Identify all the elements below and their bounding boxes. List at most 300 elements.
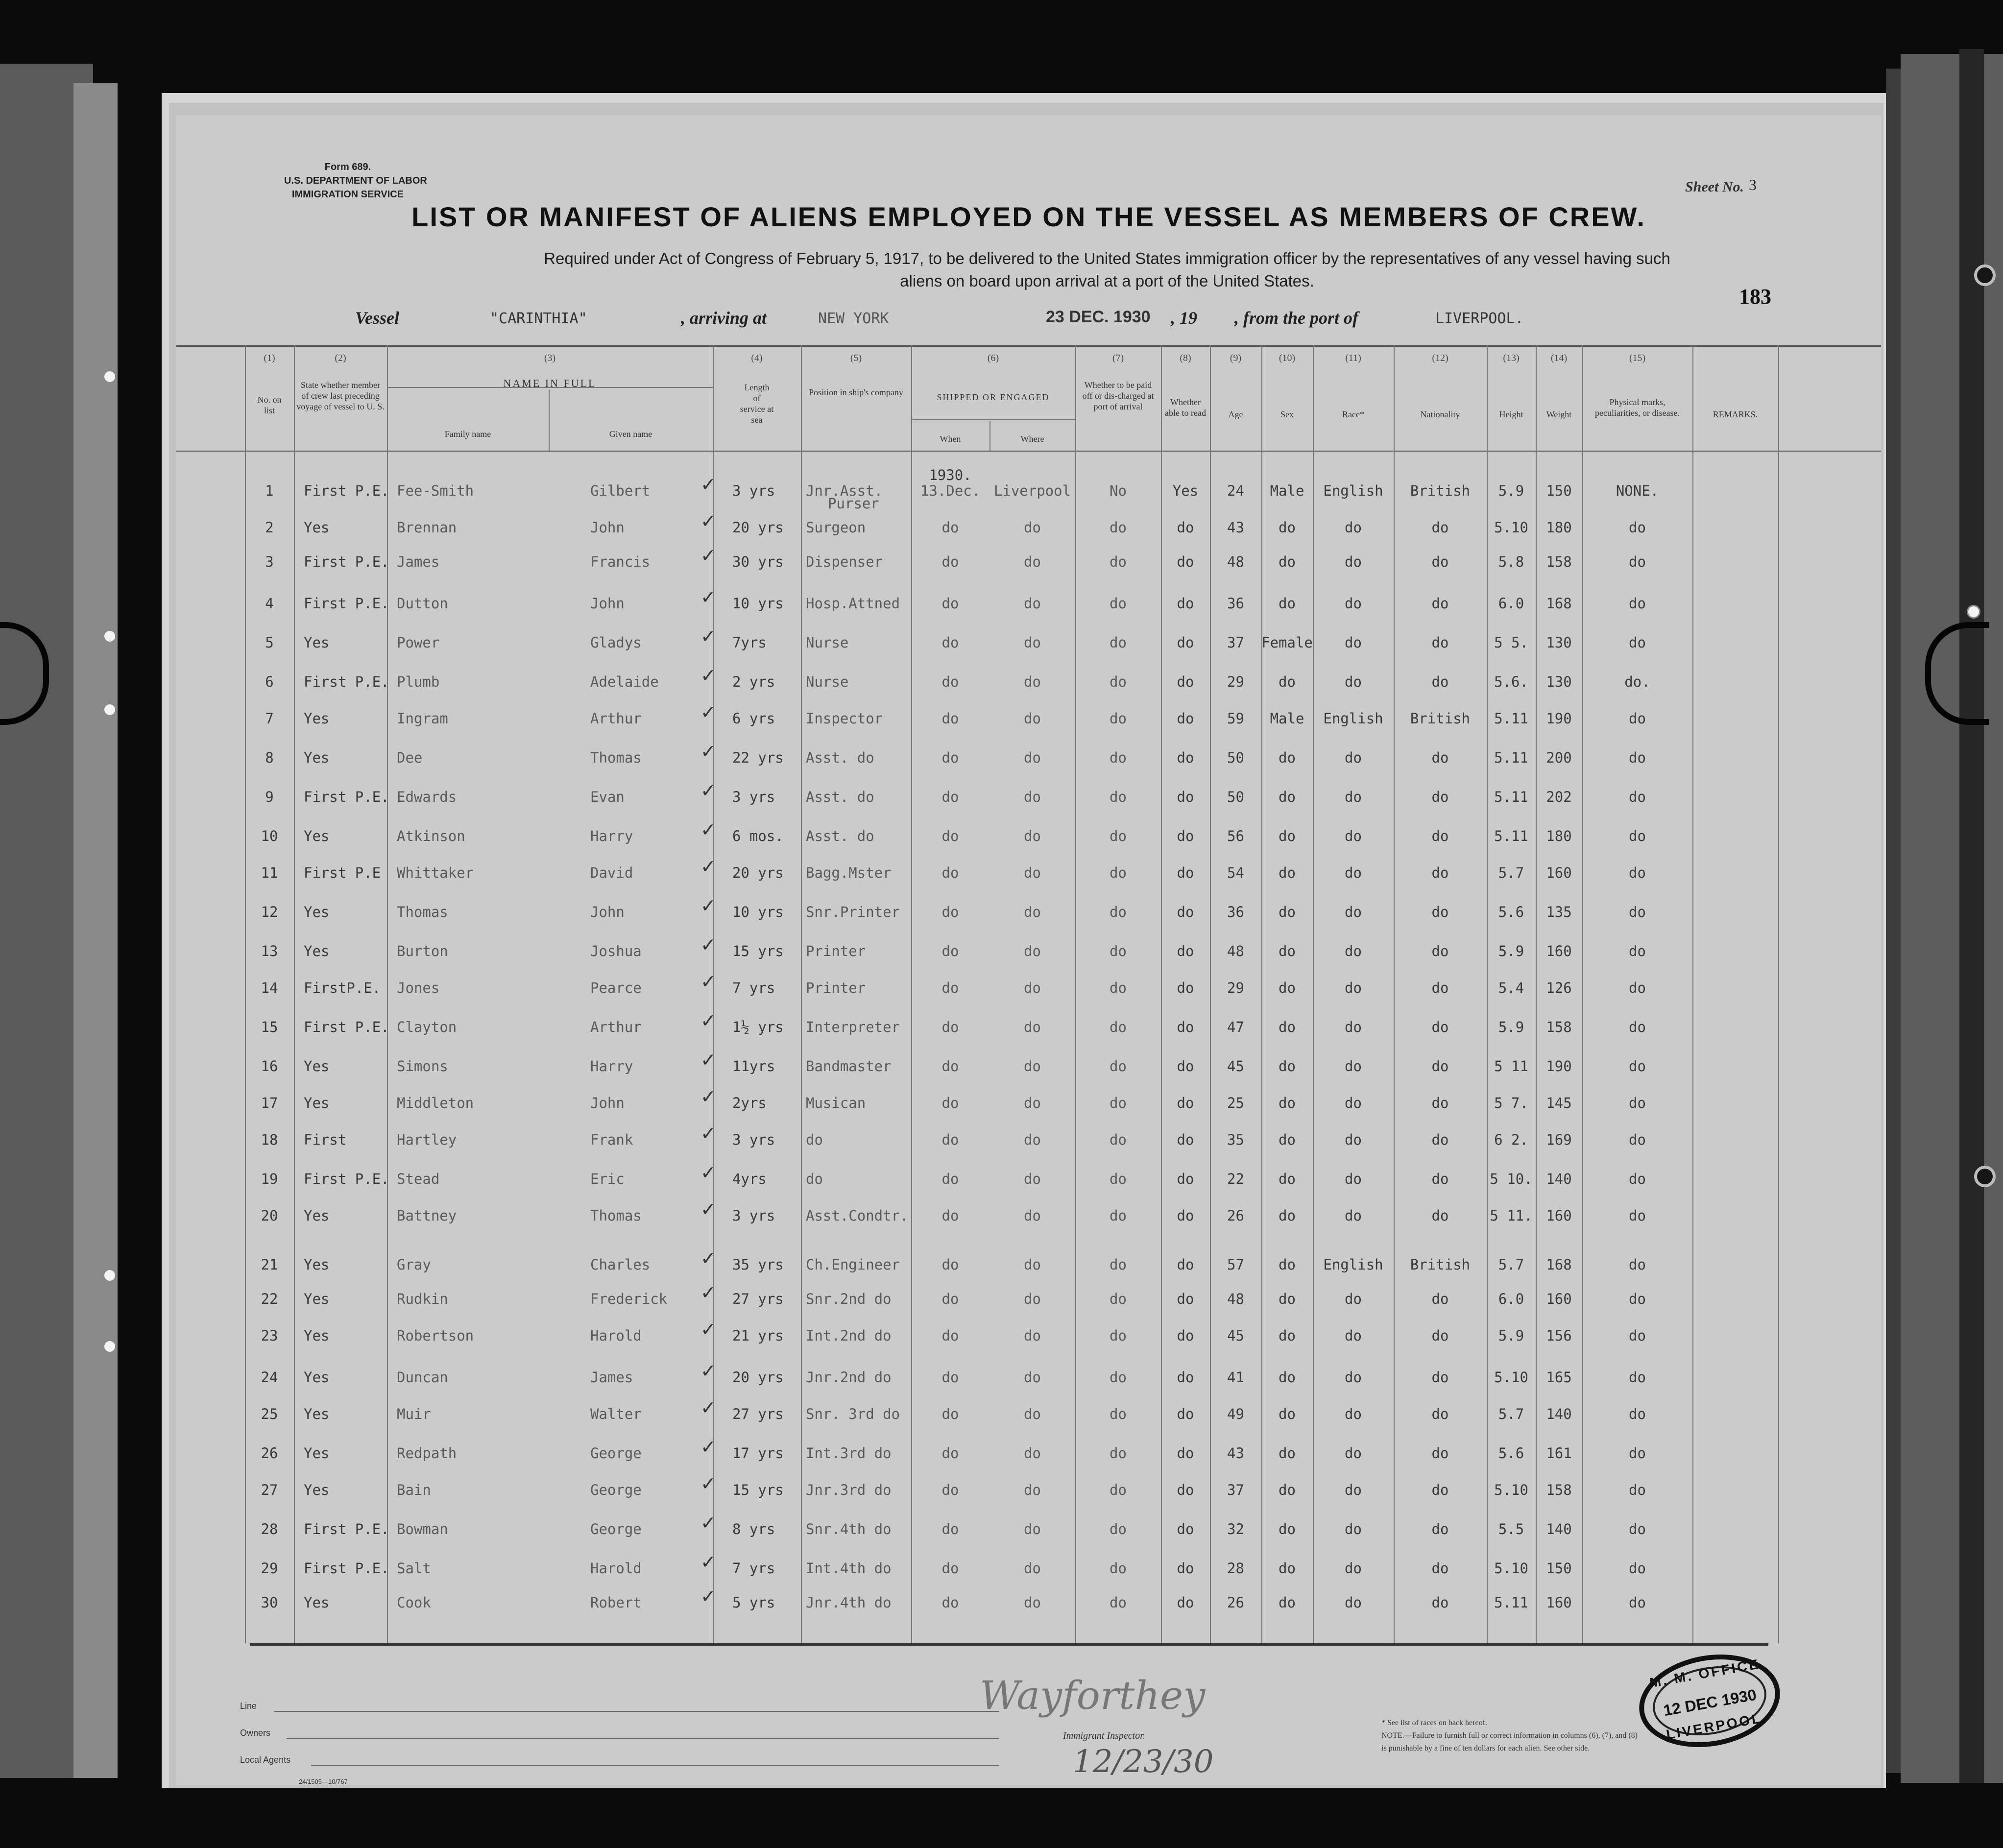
given-name: John	[590, 519, 625, 536]
binder-strip	[1959, 49, 1984, 1783]
race: do	[1345, 1131, 1362, 1148]
table-header-rule	[176, 451, 1881, 452]
row-number: 3	[265, 553, 274, 570]
row-number: 11	[261, 864, 278, 881]
sex: do	[1279, 828, 1296, 844]
sex-header: Sex	[1280, 409, 1294, 419]
check-mark-icon: ✓	[700, 625, 716, 647]
age: 43	[1227, 519, 1244, 536]
given-name: Gladys	[590, 634, 642, 651]
length-of-service: 2 yrs	[732, 673, 775, 690]
length-of-service: 30 yrs	[732, 553, 784, 570]
table-top-rule	[176, 345, 1881, 347]
remarks-header: REMARKS.	[1713, 409, 1758, 419]
sex: do	[1279, 1445, 1296, 1462]
race: do	[1345, 1521, 1362, 1537]
able-to-read: do	[1177, 634, 1194, 651]
weight: 160	[1546, 1207, 1572, 1224]
shipped-where: do	[1024, 673, 1041, 690]
check-mark-icon: ✓	[700, 780, 716, 801]
check-mark-icon: ✓	[700, 1248, 716, 1269]
nationality: do	[1431, 1058, 1449, 1075]
family-name: Edwards	[397, 789, 457, 805]
row-number: 8	[265, 749, 274, 766]
paid-off: do	[1110, 1482, 1127, 1498]
shipped-when: do	[941, 828, 959, 844]
physical-marks: do	[1629, 1521, 1646, 1537]
punch-hole	[103, 703, 117, 717]
nationality: do	[1431, 595, 1449, 612]
column-number: (10)	[1279, 353, 1296, 363]
given-name: Gilbert	[590, 482, 651, 499]
weight: 126	[1546, 980, 1572, 996]
stamp-top-text: M. M. OFFICE	[1648, 1656, 1762, 1691]
able-to-read: do	[1177, 1256, 1194, 1273]
shipped-where: do	[1024, 634, 1041, 651]
row-number: 1	[265, 482, 274, 499]
age: 56	[1227, 828, 1244, 844]
race: do	[1345, 1482, 1362, 1498]
paid-off: do	[1110, 1291, 1127, 1307]
given-name: Harry	[590, 828, 633, 844]
height: 6.0	[1498, 1291, 1524, 1307]
race: English	[1323, 482, 1383, 499]
paid-off: do	[1110, 864, 1127, 881]
height: 5.7	[1498, 864, 1524, 881]
check-mark-icon: ✓	[700, 1436, 716, 1458]
height-header: Height	[1499, 409, 1523, 419]
shipped-engaged-header: SHIPPED OR ENGAGED	[937, 392, 1050, 402]
height: 5.6	[1498, 1445, 1524, 1462]
nationality: do	[1431, 1095, 1449, 1111]
column-number: (4)	[751, 353, 763, 363]
able-to-read: do	[1177, 904, 1194, 920]
age: 48	[1227, 553, 1244, 570]
given-name-header: Given name	[609, 429, 652, 439]
physical-marks: do	[1629, 1327, 1646, 1344]
family-name: Whittaker	[397, 864, 474, 881]
weight: 145	[1546, 1095, 1572, 1111]
name-in-full-header: NAME IN FULL	[503, 377, 597, 389]
family-name: Gray	[397, 1256, 431, 1273]
shipped-where: do	[1024, 749, 1041, 766]
shipped-where: do	[1024, 1521, 1041, 1537]
nationality: do	[1431, 1291, 1449, 1307]
shipped-where: do	[1024, 1019, 1041, 1035]
row-number: 4	[265, 595, 274, 612]
able-to-read: do	[1177, 673, 1194, 690]
given-name: George	[590, 1482, 642, 1498]
length-of-service: 22 yrs	[732, 749, 784, 766]
able-to-read: do	[1177, 1445, 1194, 1462]
ship-position: Printer	[806, 943, 866, 960]
family-name: Middleton	[397, 1095, 474, 1111]
nationality: do	[1431, 634, 1449, 651]
age: 41	[1227, 1369, 1244, 1386]
length-of-service: 20 yrs	[732, 519, 784, 536]
age: 22	[1227, 1171, 1244, 1187]
ship-position: Nurse	[806, 634, 849, 651]
weight: 158	[1546, 1482, 1572, 1498]
check-mark-icon: ✓	[700, 701, 716, 723]
owners-label: Owners	[240, 1728, 271, 1738]
age: 35	[1227, 1131, 1244, 1148]
weight: 150	[1546, 1560, 1572, 1577]
shipped-when: do	[941, 1406, 959, 1422]
given-name: Frederick	[590, 1291, 668, 1307]
family-name: Jones	[397, 980, 440, 996]
weight: 200	[1546, 749, 1572, 766]
length-of-service: 20 yrs	[732, 864, 784, 881]
length-of-service: 15 yrs	[732, 1482, 784, 1498]
check-mark-icon: ✓	[700, 934, 716, 956]
shipped-when: do	[941, 1256, 959, 1273]
row-number: 17	[261, 1095, 278, 1111]
physical-marks: do	[1629, 1291, 1646, 1307]
nationality: do	[1431, 864, 1449, 881]
ship-position: Asst. do	[806, 789, 874, 805]
length-of-service: 17 yrs	[732, 1445, 784, 1462]
ship-position: Snr.2nd do	[806, 1291, 892, 1307]
age: 43	[1227, 1445, 1244, 1462]
able-to-read: do	[1177, 519, 1194, 536]
shipped-where: do	[1024, 1058, 1041, 1075]
physical-marks: NONE.	[1616, 482, 1659, 499]
given-name: Adelaide	[590, 673, 659, 690]
physical-marks: do	[1629, 904, 1646, 920]
paid-off: do	[1110, 1560, 1127, 1577]
able-to-read: Yes	[1172, 482, 1199, 499]
sex: do	[1279, 1131, 1296, 1148]
paid-off: do	[1110, 1369, 1127, 1386]
weight: 160	[1546, 864, 1572, 881]
ship-position: Hosp.Attned	[806, 595, 900, 612]
length-of-service: 27 yrs	[732, 1291, 784, 1307]
physical-marks: do	[1629, 980, 1646, 996]
crew-status: Yes	[304, 1327, 330, 1344]
table-subheader-rule	[911, 419, 1075, 420]
length-of-service: 7 yrs	[732, 980, 775, 996]
physical-marks: do	[1629, 1058, 1646, 1075]
ship-position: Jnr.4th do	[806, 1594, 892, 1611]
race: do	[1345, 1291, 1362, 1307]
subtitle-line: Required under Act of Congress of February 5, 1917, to be delivered to the United States immigration officer by the representatives of any vessel having such	[544, 249, 1670, 267]
age: 45	[1227, 1327, 1244, 1344]
shipped-when: do	[941, 1594, 959, 1611]
crew-status: Yes	[304, 1207, 330, 1224]
paid-off: do	[1110, 943, 1127, 960]
weight: 140	[1546, 1171, 1572, 1187]
check-mark-icon: ✓	[700, 1397, 716, 1418]
weight: 156	[1546, 1327, 1572, 1344]
length-of-service: 6 mos.	[732, 828, 784, 844]
shipped-where: do	[1024, 1131, 1041, 1148]
ship-position: Int.2nd do	[806, 1327, 892, 1344]
ship-position: Surgeon	[806, 519, 866, 536]
age: 24	[1227, 482, 1244, 499]
check-mark-icon: ✓	[700, 510, 716, 532]
shipped-when: do	[941, 1327, 959, 1344]
nationality: do	[1431, 789, 1449, 805]
weight: 130	[1546, 634, 1572, 651]
paid-off: do	[1110, 673, 1127, 690]
length-of-service: 6 yrs	[732, 710, 775, 727]
age: 57	[1227, 1256, 1244, 1273]
given-name: Charles	[590, 1256, 651, 1273]
shipped-when: do	[941, 1131, 959, 1148]
shipped-when: do	[941, 749, 959, 766]
height: 5 5.	[1494, 634, 1528, 651]
paid-off: do	[1110, 1256, 1127, 1273]
length-of-service: 7 yrs	[732, 1560, 775, 1577]
age: 32	[1227, 1521, 1244, 1537]
shipped-where: do	[1024, 1207, 1041, 1224]
shipped-where: do	[1024, 1369, 1041, 1386]
office-stamp	[1632, 1644, 1787, 1758]
nationality: British	[1410, 1256, 1471, 1273]
able-to-read: do	[1177, 1482, 1194, 1498]
paid-off: No	[1110, 482, 1127, 499]
height: 5.4	[1498, 980, 1524, 996]
race: do	[1345, 943, 1362, 960]
print-code: 24/1505—10/767	[299, 1778, 348, 1785]
age: 36	[1227, 904, 1244, 920]
sex: do	[1279, 1095, 1296, 1111]
nationality: do	[1431, 749, 1449, 766]
age: 36	[1227, 595, 1244, 612]
given-name: Arthur	[590, 1019, 642, 1035]
punch-hole	[103, 629, 117, 643]
check-mark-icon: ✓	[700, 895, 716, 916]
check-mark-icon: ✓	[700, 1473, 716, 1494]
page-subtitle	[323, 247, 1891, 292]
check-mark-icon: ✓	[700, 856, 716, 877]
able-to-read: do	[1177, 1131, 1194, 1148]
height: 6 2.	[1494, 1131, 1528, 1148]
race: do	[1345, 1445, 1362, 1462]
ship-position: Ch.Engineer	[806, 1256, 900, 1273]
ship-position: Bagg.Mster	[806, 864, 892, 881]
table-bottom-rule	[250, 1643, 1768, 1646]
paid-off: do	[1110, 1521, 1127, 1537]
height: 5.6.	[1494, 673, 1528, 690]
row-number: 14	[261, 980, 278, 996]
family-name: Bain	[397, 1482, 431, 1498]
shipped-where: do	[1024, 1171, 1041, 1187]
age: 26	[1227, 1594, 1244, 1611]
check-mark-icon: ✓	[700, 971, 716, 992]
punch-hole	[103, 1340, 117, 1353]
paid-off: do	[1110, 1058, 1127, 1075]
row-number: 26	[261, 1445, 278, 1462]
ship-position: Asst. do	[806, 749, 874, 766]
able-to-read: do	[1177, 1058, 1194, 1075]
shipped-when: do	[941, 904, 959, 920]
race: do	[1345, 904, 1362, 920]
ship-position: Asst. do	[806, 828, 874, 844]
length-of-service: 1½ yrs	[732, 1019, 784, 1035]
signature-date: 12/23/30	[1073, 1744, 1214, 1780]
shipped-where: do	[1024, 1482, 1041, 1498]
family-name: Thomas	[397, 904, 448, 920]
able-to-read: do	[1177, 943, 1194, 960]
year-label: , 19	[1171, 308, 1197, 328]
nationality: do	[1431, 519, 1449, 536]
shipped-when: do	[941, 1058, 959, 1075]
table-column-rule	[294, 345, 295, 1643]
physical-marks-header: Physical marks, peculiarities, or disease.	[1595, 397, 1680, 418]
row-number: 2	[265, 519, 274, 536]
sex: Male	[1270, 710, 1304, 727]
row-number: 5	[265, 634, 274, 651]
shipped-when: do	[941, 519, 959, 536]
crew-status: FirstP.E.	[304, 980, 381, 996]
sex: do	[1279, 749, 1296, 766]
check-mark-icon: ✓	[700, 665, 716, 686]
weight: 168	[1546, 1256, 1572, 1273]
crew-status: Yes	[304, 634, 330, 651]
shipped-when: do	[941, 1207, 959, 1224]
form-block	[284, 160, 427, 201]
shipped-when: do	[941, 553, 959, 570]
length-of-service: 7yrs	[732, 634, 767, 651]
shipped-where: do	[1024, 1256, 1041, 1273]
nationality: do	[1431, 1521, 1449, 1537]
crew-status: Yes	[304, 749, 330, 766]
weight-header: Weight	[1546, 409, 1572, 419]
race-header: Race*	[1342, 409, 1364, 419]
shipped-where: do	[1024, 595, 1041, 612]
weight: 161	[1546, 1445, 1572, 1462]
height: 5.9	[1498, 1019, 1524, 1035]
race: do	[1345, 980, 1362, 996]
arriving-port: NEW YORK	[818, 310, 889, 327]
when-header: When	[940, 434, 961, 444]
able-to-read: do	[1177, 595, 1194, 612]
column-number: (1)	[264, 353, 275, 363]
crew-status: Yes	[304, 904, 330, 920]
shipped-when: do	[941, 1482, 959, 1498]
family-name: Redpath	[397, 1445, 457, 1462]
shipped-where: do	[1024, 980, 1041, 996]
physical-marks: do	[1629, 1445, 1646, 1462]
sex: do	[1279, 980, 1296, 996]
shipped-where: do	[1024, 943, 1041, 960]
row-number: 23	[261, 1327, 278, 1344]
height: 5.8	[1498, 553, 1524, 570]
height: 5.9	[1498, 943, 1524, 960]
length-of-service: 35 yrs	[732, 1256, 784, 1273]
able-to-read: do	[1177, 1171, 1194, 1187]
physical-marks: do	[1629, 553, 1646, 570]
race: do	[1345, 1207, 1362, 1224]
nationality: do	[1431, 1445, 1449, 1462]
race: English	[1323, 1256, 1383, 1273]
sheet-number: 3	[1749, 176, 1757, 193]
length-of-service: 10 yrs	[732, 595, 784, 612]
height: 5.5	[1498, 1521, 1524, 1537]
agents-label: Local Agents	[240, 1755, 291, 1765]
given-name: John	[590, 595, 625, 612]
sex: do	[1279, 789, 1296, 805]
nationality: do	[1431, 553, 1449, 570]
shipped-when: do	[941, 864, 959, 881]
given-name: George	[590, 1445, 642, 1462]
physical-marks: do	[1629, 519, 1646, 536]
able-to-read: do	[1177, 1019, 1194, 1035]
paid-off-header: Whether to be paid off or dis-charged at port of arrival	[1082, 380, 1154, 411]
family-name-header: Family name	[444, 429, 491, 439]
nationality: do	[1431, 943, 1449, 960]
race: English	[1323, 710, 1383, 727]
shipped-where: do	[1024, 553, 1041, 570]
punch-hole	[103, 370, 117, 384]
able-to-read: do	[1177, 749, 1194, 766]
sex: Female	[1261, 634, 1313, 651]
given-name: Pearce	[590, 980, 642, 996]
inspector-label: Immigrant Inspector.	[1063, 1730, 1145, 1741]
given-name: Thomas	[590, 1207, 642, 1224]
form-number: Form 689.	[324, 162, 371, 172]
weight: 150	[1546, 482, 1572, 499]
able-to-read: do	[1177, 828, 1194, 844]
shipped-where: do	[1024, 519, 1041, 536]
crew-status: First P.E	[304, 864, 381, 881]
length-of-service: 21 yrs	[732, 1327, 784, 1344]
family-name: Muir	[397, 1406, 431, 1422]
age: 54	[1227, 864, 1244, 881]
row-number: 6	[265, 673, 274, 690]
family-name: Cook	[397, 1594, 431, 1611]
check-mark-icon: ✓	[700, 1123, 716, 1144]
shipped-when: do	[941, 1445, 959, 1462]
crew-status: Yes	[304, 828, 330, 844]
race: do	[1345, 864, 1362, 881]
nationality-header: Nationality	[1420, 409, 1460, 419]
family-name: Battney	[397, 1207, 457, 1224]
page-number: 183	[1739, 285, 1771, 309]
length-of-service: 3 yrs	[732, 1131, 775, 1148]
check-mark-icon: ✓	[700, 1551, 716, 1573]
races-note: * See list of races on back hereof.	[1381, 1719, 1487, 1727]
punch-hole	[1967, 605, 1980, 619]
row-number: 22	[261, 1291, 278, 1307]
shipped-when: do	[941, 710, 959, 727]
ship-position: Jnr.Asst.	[806, 482, 883, 499]
sex: do	[1279, 1327, 1296, 1344]
shipped-where: do	[1024, 789, 1041, 805]
shipped-when: do	[941, 1521, 959, 1537]
race: do	[1345, 553, 1362, 570]
age: 48	[1227, 943, 1244, 960]
family-name: Duncan	[397, 1369, 448, 1386]
paid-off: do	[1110, 710, 1127, 727]
paid-off: do	[1110, 1594, 1127, 1611]
family-name: Plumb	[397, 673, 440, 690]
age: 50	[1227, 749, 1244, 766]
race: do	[1345, 749, 1362, 766]
crew-status: First P.E.	[304, 595, 389, 612]
family-name: Brennan	[397, 519, 457, 536]
shipped-where: do	[1024, 1291, 1041, 1307]
row-number: 20	[261, 1207, 278, 1224]
family-name: Dutton	[397, 595, 448, 612]
check-mark-icon: ✓	[700, 741, 716, 762]
no-on-list-header: No. on list	[257, 395, 282, 415]
binder-left-edge	[73, 83, 118, 1778]
height: 5.11	[1494, 1594, 1528, 1611]
physical-marks: do.	[1624, 673, 1650, 690]
